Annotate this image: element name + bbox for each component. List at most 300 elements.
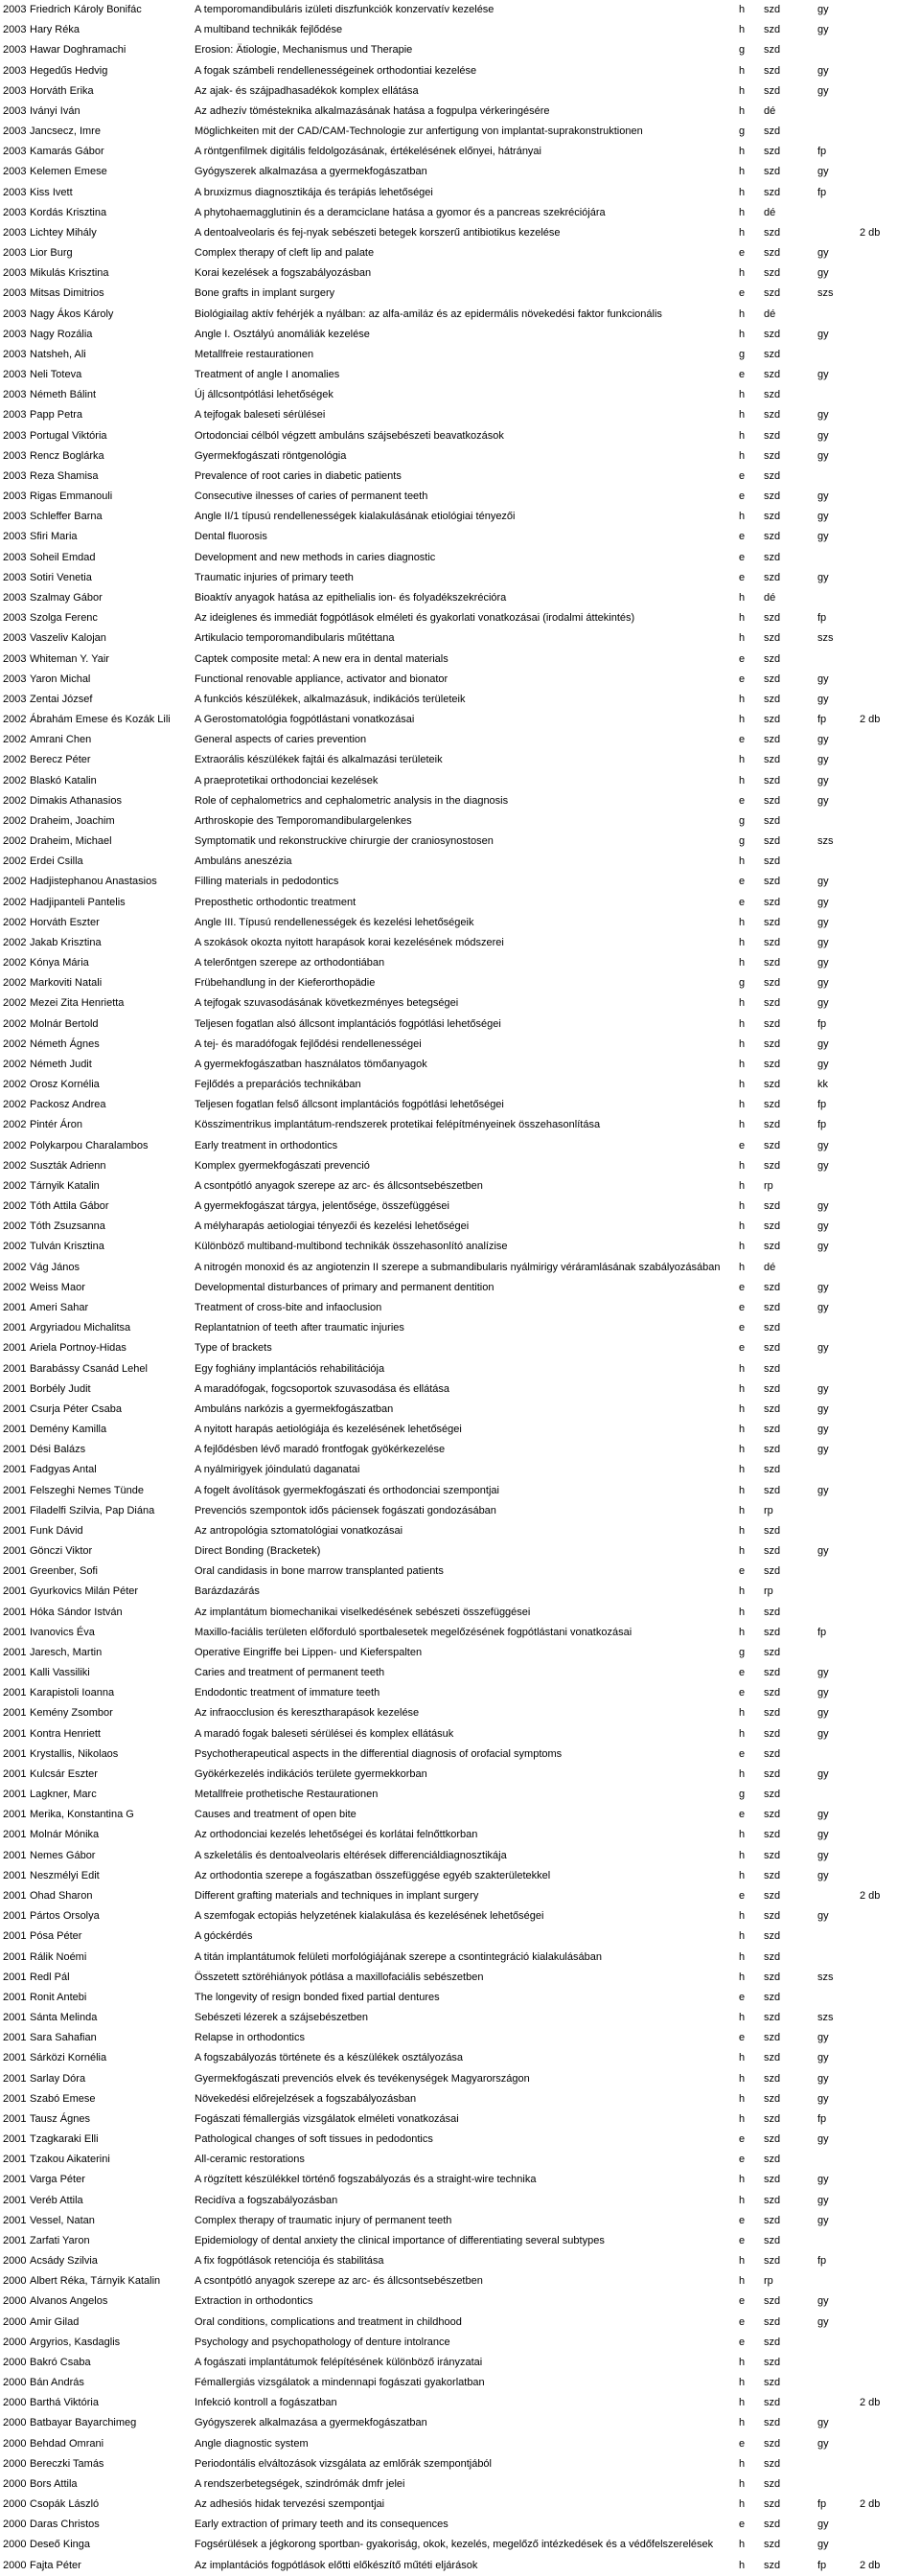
cell-year: 2001	[3, 1504, 27, 1516]
cell-title: Angle II/1 típusú rendellenességek kialakulásának etiológiai tényezői	[195, 511, 516, 523]
cell-extra	[854, 305, 898, 325]
cell-name: Horváth Eszter	[30, 916, 100, 928]
cell-name: Neli Toteva	[30, 369, 82, 381]
cell-year: 2002	[3, 1200, 27, 1213]
cell-grade: szd	[764, 2356, 781, 2368]
cell-title: Maxillo-faciális területen előforduló sportbalesetek megelőzésének fogpótlástani vonatkozásai	[195, 1626, 632, 1638]
cell-area	[810, 2454, 854, 2474]
cell-extra	[854, 1643, 898, 1663]
cell-lang: e	[739, 672, 746, 685]
cell-area: gy	[817, 490, 829, 503]
table-row	[0, 263, 920, 284]
cell-year: 2001	[3, 1362, 27, 1375]
cell-name: Kordás Krisztina	[30, 206, 107, 218]
table-row	[0, 1582, 920, 1602]
cell-name: Molnár Bertold	[30, 1017, 99, 1030]
cell-year: 2003	[3, 4, 27, 15]
cell-area	[810, 1643, 854, 1663]
table-row	[0, 2109, 920, 2130]
cell-area: gy	[817, 511, 829, 523]
cell-extra	[854, 1035, 898, 1055]
cell-lang: e	[739, 1991, 746, 2003]
cell-year: 2000	[3, 2275, 27, 2288]
cell-area: fp	[817, 612, 827, 625]
cell-name: Yaron Michal	[30, 672, 91, 685]
cell-name: Sotiri Venetia	[30, 571, 92, 583]
cell-title: Gyógyszerek alkalmazása a gyermekfogászatban	[195, 166, 427, 178]
cell-grade: szd	[764, 2315, 781, 2328]
cell-name: Orosz Kornélia	[30, 1079, 100, 1091]
cell-extra	[854, 973, 898, 993]
cell-year: 2002	[3, 1281, 27, 1293]
cell-name: Papp Petra	[30, 409, 83, 422]
table-row	[0, 2515, 920, 2535]
cell-name: Bakró Csaba	[30, 2356, 91, 2368]
cell-lang: e	[739, 551, 746, 563]
cell-lang: g	[739, 1789, 746, 1801]
cell-extra	[854, 102, 898, 122]
table-row	[0, 852, 920, 872]
cell-name: Bán András	[30, 2377, 84, 2389]
cell-area	[810, 102, 854, 122]
cell-name: Tárnyik Katalin	[30, 1179, 100, 1192]
cell-name: Berecz Péter	[30, 754, 91, 766]
cell-area	[810, 1603, 854, 1623]
cell-year: 2002	[3, 1017, 27, 1030]
cell-name: Kónya Mária	[30, 957, 89, 969]
cell-lang: g	[739, 348, 746, 360]
cell-name: Gönczi Viktor	[30, 1545, 93, 1558]
cell-area: gy	[817, 2052, 829, 2064]
cell-area: gy	[817, 369, 829, 381]
cell-extra: 2 db	[860, 2559, 881, 2571]
table-row	[0, 750, 920, 770]
cell-name: Soheil Emdad	[30, 551, 96, 563]
cell-title: A fogak számbeli rendellenességeinek orthodontiai kezelése	[195, 64, 477, 77]
cell-area: gy	[817, 1767, 829, 1780]
cell-grade: szd	[764, 734, 781, 746]
cell-grade: szd	[764, 1545, 781, 1558]
cell-year: 2001	[3, 1585, 27, 1598]
cell-title: Gyógyszerek alkalmazása a gyermekfogászatban	[195, 2417, 427, 2429]
cell-extra	[854, 2333, 898, 2353]
cell-grade: szd	[764, 84, 781, 97]
cell-year: 2001	[3, 1687, 27, 1699]
table-row	[0, 1603, 920, 1623]
cell-name: Greenber, Sofi	[30, 1565, 98, 1578]
cell-lang: h	[739, 1424, 746, 1436]
cell-grade: szd	[764, 754, 781, 766]
cell-name: Natsheh, Ali	[30, 348, 86, 360]
cell-name: Lagkner, Marc	[30, 1789, 97, 1801]
cell-grade: szd	[764, 469, 781, 482]
cell-area: gy	[817, 794, 829, 807]
cell-lang: e	[739, 794, 746, 807]
table-row	[0, 1197, 920, 1217]
table-row	[0, 1926, 920, 1947]
cell-grade: szd	[764, 1747, 781, 1760]
cell-extra	[854, 2413, 898, 2433]
cell-title: A rögzített készülékkel történő fogszabályozás és a straight-wire technika	[195, 2174, 537, 2186]
table-row	[0, 2211, 920, 2231]
cell-grade: szd	[764, 287, 781, 300]
cell-year: 2002	[3, 876, 27, 888]
cell-name: Redl Pál	[30, 1971, 70, 1983]
cell-extra	[854, 2434, 898, 2454]
cell-title: Recidíva a fogszabályozásban	[195, 2194, 338, 2206]
cell-lang: g	[739, 1646, 746, 1658]
cell-title: A nyálmirigyek jóindulatú daganatai	[195, 1464, 360, 1476]
cell-extra: 2 db	[860, 2397, 881, 2409]
cell-lang: h	[739, 1910, 746, 1923]
cell-title: Teljesen fogatlan felső állcsont implantációs fogpótlási lehetőségei	[195, 1099, 504, 1111]
cell-title: Fejlődés a preparációs technikában	[195, 1079, 361, 1091]
cell-grade: szd	[764, 1950, 781, 1963]
cell-area: gy	[817, 1241, 829, 1253]
table-row	[0, 973, 920, 993]
cell-extra	[854, 2231, 898, 2251]
cell-grade: szd	[764, 348, 781, 360]
cell-area: gy	[817, 1484, 829, 1496]
cell-area: szs	[817, 632, 834, 645]
cell-lang: e	[739, 1342, 746, 1355]
cell-name: Demény Kamilla	[30, 1424, 107, 1436]
cell-lang: h	[739, 1119, 746, 1131]
cell-extra	[854, 730, 898, 750]
cell-name: Barabássy Csanád Lehel	[30, 1362, 148, 1375]
cell-year: 2001	[3, 1302, 27, 1313]
table-row	[0, 1156, 920, 1176]
cell-extra	[854, 81, 898, 102]
cell-name: Bors Attila	[30, 2477, 78, 2490]
table-row	[0, 1014, 920, 1035]
cell-year: 2003	[3, 166, 27, 178]
cell-name: Kamarás Gábor	[30, 146, 104, 158]
cell-area	[810, 1744, 854, 1765]
table-row	[0, 933, 920, 953]
table-row	[0, 2271, 920, 2291]
cell-lang: e	[739, 2295, 746, 2308]
cell-lang: h	[739, 1869, 746, 1881]
cell-name: Sárközi Kornélia	[30, 2052, 107, 2064]
table-row	[0, 1278, 920, 1298]
cell-title: Direct Bonding (Bracketek)	[195, 1545, 321, 1558]
cell-name: Tzakou Aikaterini	[30, 2154, 110, 2166]
cell-name: Rencz Boglárka	[30, 449, 104, 462]
cell-lang: h	[739, 267, 746, 280]
cell-title: Egy foghiány implantációs rehabilitációja	[195, 1362, 385, 1375]
cell-name: Suszták Adrienn	[30, 1159, 106, 1172]
table-row	[0, 405, 920, 425]
cell-year: 2002	[3, 714, 27, 726]
cell-lang: e	[739, 1747, 746, 1760]
cell-title: Az adhesiós hidak tervezési szempontjai	[195, 2498, 385, 2511]
cell-title: Functional renovable appliance, activator and bionator	[195, 672, 448, 685]
table-row	[0, 1440, 920, 1460]
cell-area	[810, 122, 854, 142]
table-row	[0, 2028, 920, 2048]
cell-year: 2003	[3, 84, 27, 97]
cell-grade: szd	[764, 1159, 781, 1172]
cell-title: A dentoalveolaris és fej-nyak sebészeti betegek korszerű antibiotikus kezelése	[195, 226, 561, 239]
table-row	[0, 2048, 920, 2068]
cell-extra	[854, 263, 898, 284]
cell-year: 2003	[3, 287, 27, 300]
cell-grade: szd	[764, 1849, 781, 1861]
cell-title: A tejfogak baleseti sérülései	[195, 409, 326, 422]
cell-year: 2001	[3, 2092, 27, 2105]
cell-extra	[854, 1501, 898, 1521]
cell-year: 2003	[3, 206, 27, 218]
cell-area	[810, 1258, 854, 1278]
table-row	[0, 608, 920, 628]
cell-extra: 2 db	[860, 2498, 881, 2511]
cell-year: 2002	[3, 1159, 27, 1172]
cell-grade: szd	[764, 957, 781, 969]
cell-lang: h	[739, 1484, 746, 1496]
cell-name: Kontra Henriett	[30, 1727, 101, 1740]
cell-lang: g	[739, 44, 746, 57]
cell-area: szs	[817, 835, 834, 848]
cell-title: Ortodonciai célból végzett ambuláns szájsebészeti beavatkozások	[195, 429, 504, 442]
cell-grade: szd	[764, 2477, 781, 2490]
cell-area: gy	[817, 1220, 829, 1233]
cell-name: Hegedűs Hedvig	[30, 64, 108, 77]
cell-area: gy	[817, 166, 829, 178]
cell-lang: g	[739, 835, 746, 848]
cell-title: Infekció kontroll a fogászatban	[195, 2397, 337, 2409]
table-row	[0, 1115, 920, 1135]
cell-title: Az antropológia sztomatológiai vonatkozásai	[195, 1524, 403, 1537]
table-row	[0, 872, 920, 892]
cell-year: 2002	[3, 754, 27, 766]
table-row	[0, 507, 920, 527]
cell-extra	[854, 142, 898, 162]
table-row	[0, 1623, 920, 1643]
cell-extra: 2 db	[860, 714, 881, 726]
cell-area: gy	[817, 1809, 829, 1821]
table-row	[0, 284, 920, 304]
cell-lang: e	[739, 2214, 746, 2226]
cell-extra	[854, 20, 898, 40]
cell-title: Frübehandlung in der Kieferorthopädie	[195, 977, 376, 990]
cell-name: Jancsecz, Imre	[30, 125, 101, 138]
cell-year: 2003	[3, 591, 27, 604]
cell-lang: e	[739, 1302, 746, 1313]
cell-lang: h	[739, 612, 746, 625]
cell-area	[810, 2353, 854, 2373]
cell-area: gy	[817, 1829, 829, 1841]
table-row	[0, 183, 920, 203]
cell-area: fp	[817, 2112, 827, 2125]
cell-area: gy	[817, 531, 829, 543]
cell-grade: szd	[764, 876, 781, 888]
cell-extra	[854, 1460, 898, 1480]
cell-year: 2000	[3, 2539, 27, 2551]
cell-lang: e	[739, 2315, 746, 2328]
cell-title: A fogászati implantátumok felépítésének különböző irányzatai	[195, 2356, 483, 2368]
cell-grade: szd	[764, 369, 781, 381]
cell-name: Filadelfi Szilvia, Pap Diána	[30, 1504, 155, 1516]
table-row	[0, 40, 920, 60]
cell-area: gy	[817, 672, 829, 685]
cell-grade: szd	[764, 2255, 781, 2268]
cell-name: Ábrahám Emese és Kozák Lili	[30, 714, 171, 726]
cell-year: 2002	[3, 814, 27, 827]
cell-grade: szd	[764, 1829, 781, 1841]
cell-grade: szd	[764, 1302, 781, 1313]
cell-title: A góckérdés	[195, 1930, 253, 1943]
cell-area: gy	[817, 936, 829, 948]
cell-title: Treatment of angle I anomalies	[195, 369, 340, 381]
cell-year: 2003	[3, 308, 27, 320]
cell-lang: e	[739, 1687, 746, 1699]
cell-year: 2003	[3, 226, 27, 239]
cell-extra	[854, 1420, 898, 1440]
cell-area: gy	[817, 409, 829, 422]
cell-extra	[854, 670, 898, 690]
cell-area: gy	[817, 4, 829, 15]
cell-year: 2001	[3, 1889, 27, 1902]
cell-area: szs	[817, 2012, 834, 2024]
cell-title: Az infraocclusion és keresztharapások kezelése	[195, 1707, 420, 1720]
cell-grade: szd	[764, 794, 781, 807]
cell-extra	[854, 2191, 898, 2211]
cell-year: 2000	[3, 2477, 27, 2490]
cell-lang: h	[739, 2255, 746, 2268]
cell-name: Vessel, Natan	[30, 2214, 95, 2226]
cell-extra	[854, 1825, 898, 1845]
cell-lang: h	[739, 2174, 746, 2186]
cell-lang: h	[739, 166, 746, 178]
cell-year: 2001	[3, 1930, 27, 1943]
cell-year: 2001	[3, 2154, 27, 2166]
cell-extra	[854, 1075, 898, 1095]
cell-year: 2001	[3, 2133, 27, 2146]
cell-title: Filling materials in pedodontics	[195, 876, 339, 888]
cell-lang: e	[739, 2154, 746, 2166]
cell-area: kk	[817, 1079, 828, 1091]
cell-lang: h	[739, 1220, 746, 1233]
table-row	[0, 1359, 920, 1379]
table-row	[0, 1866, 920, 1886]
cell-grade: dé	[764, 308, 776, 320]
table-row	[0, 2150, 920, 2170]
cell-title: Artikulacio temporomandibularis műtéttana	[195, 632, 395, 645]
cell-year: 2001	[3, 1444, 27, 1456]
cell-name: Szalmay Gábor	[30, 591, 103, 604]
table-row	[0, 2251, 920, 2271]
cell-title: Caries and treatment of permanent teeth	[195, 1667, 385, 1679]
cell-lang: e	[739, 734, 746, 746]
cell-name: Németh Judit	[30, 1058, 92, 1070]
cell-area: fp	[817, 714, 827, 726]
cell-name: Pintér Áron	[30, 1119, 83, 1131]
cell-title: Prevenciós szempontok idős páciensek fogászati gondozásában	[195, 1504, 496, 1516]
cell-name: Kemény Zsombor	[30, 1707, 113, 1720]
cell-grade: szd	[764, 146, 781, 158]
table-row	[0, 1481, 920, 1501]
cell-year: 2001	[3, 1869, 27, 1881]
cell-extra	[854, 791, 898, 811]
cell-name: Zarfati Yaron	[30, 2234, 90, 2246]
table-row	[0, 1338, 920, 1358]
cell-grade: szd	[764, 2519, 781, 2531]
cell-name: Pósa Péter	[30, 1930, 82, 1943]
cell-name: Nagy Rozália	[30, 328, 93, 340]
cell-title: Barázdazárás	[195, 1585, 260, 1598]
cell-lang: h	[739, 1971, 746, 1983]
cell-year: 2000	[3, 2417, 27, 2429]
cell-year: 2003	[3, 652, 27, 665]
cell-title: Angle I. Osztályú anomáliák kezelése	[195, 328, 370, 340]
cell-grade: dé	[764, 104, 776, 117]
cell-extra	[854, 1156, 898, 1176]
cell-area: gy	[817, 2072, 829, 2085]
cell-extra	[854, 2474, 898, 2495]
table-row	[0, 122, 920, 142]
cell-name: Szabó Emese	[30, 2092, 96, 2105]
cell-lang: h	[739, 1079, 746, 1091]
cell-grade: szd	[764, 429, 781, 442]
table-row	[0, 1562, 920, 1582]
cell-lang: h	[739, 1767, 746, 1780]
cell-extra	[854, 1703, 898, 1723]
cell-title: Möglichkeiten mit der CAD/CAM-Technologie zur anfertigung von implantat-suprakonstruktionen	[195, 125, 643, 138]
cell-lang: h	[739, 1849, 746, 1861]
cell-title: Gyökérkezelés indikációs területe gyermekkorban	[195, 1767, 427, 1780]
cell-extra	[854, 2291, 898, 2312]
cell-year: 2003	[3, 247, 27, 260]
table-row	[0, 1906, 920, 1926]
cell-grade: szd	[764, 2377, 781, 2389]
cell-title: Complex therapy of cleft lip and palate	[195, 247, 375, 260]
cell-extra	[854, 893, 898, 913]
cell-grade: szd	[764, 490, 781, 503]
cell-name: Neszmélyi Edit	[30, 1869, 100, 1881]
table-row	[0, 1176, 920, 1197]
cell-lang: g	[739, 125, 746, 138]
cell-year: 2002	[3, 1037, 27, 1050]
cell-area: gy	[817, 1545, 829, 1558]
cell-lang: h	[739, 511, 746, 523]
cell-name: Packosz Andrea	[30, 1099, 106, 1111]
cell-title: A szokások okozta nyitott harapások korai kezelésének módszerei	[195, 936, 504, 948]
cell-year: 2003	[3, 348, 27, 360]
cell-lang: e	[739, 2133, 746, 2146]
cell-area	[810, 203, 854, 223]
cell-title: Early treatment in orthodontics	[195, 1139, 338, 1151]
cell-grade: szd	[764, 2336, 781, 2348]
table-row	[0, 1379, 920, 1400]
table-row	[0, 162, 920, 182]
cell-area: gy	[817, 1302, 829, 1313]
cell-extra	[854, 832, 898, 852]
cell-extra	[854, 162, 898, 182]
cell-grade: szd	[764, 855, 781, 868]
table-row	[0, 1643, 920, 1663]
cell-lang: h	[739, 308, 746, 320]
cell-grade: szd	[764, 1910, 781, 1923]
cell-name: Ivanovics Éva	[30, 1626, 95, 1638]
cell-lang: e	[739, 247, 746, 260]
cell-lang: h	[739, 632, 746, 645]
cell-area: gy	[817, 997, 829, 1010]
cell-extra	[854, 2069, 898, 2089]
cell-title: A röntgenfilmek digitális feldolgozásának, értékelésének előnyei, hátrányai	[195, 146, 541, 158]
cell-extra	[854, 2028, 898, 2048]
cell-grade: szd	[764, 1099, 781, 1111]
